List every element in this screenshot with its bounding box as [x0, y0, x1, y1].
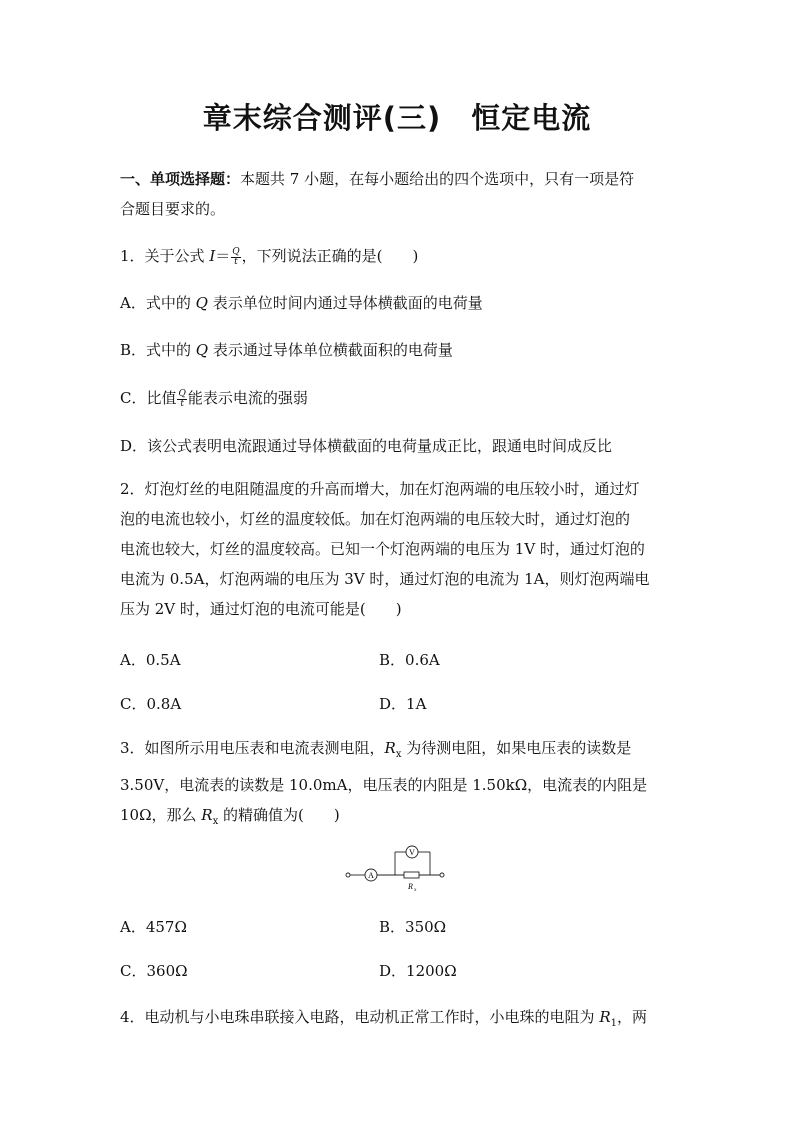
q3-line-2: 3.50V，电流表的读数是 10.0mA，电压表的内阻是 1.50kΩ，电流表的内阻是: [120, 776, 648, 794]
q1-option-b: [120, 335, 676, 365]
q1-formula-i: I: [209, 247, 216, 265]
q1-a-post: 表示单位时间内通过导体横截面的电荷量: [207, 294, 483, 312]
q1-a-pre: A．式中的: [120, 294, 196, 312]
q1-c-fraction: [177, 390, 186, 409]
q4-r: R: [599, 1008, 611, 1026]
q3-option-a: A．457Ω: [120, 918, 187, 936]
q3-l1-sub: x: [395, 749, 402, 760]
q3-l3-pre: 10Ω，那么: [120, 806, 202, 824]
q1-frac-den: t: [234, 256, 238, 267]
title-main: 章末综合测评(三): [202, 101, 442, 135]
q1-a-q: Q: [195, 294, 208, 312]
q1-b-pre: B．式中的: [120, 341, 196, 359]
q1-stem-pre: 1．关于公式: [120, 247, 210, 265]
q3-stem: [120, 733, 676, 837]
q1-stem-post: ，下列说法正确的是( ): [241, 247, 419, 265]
section-text-2: 合题目要求的。: [120, 200, 226, 218]
terminal-right: [440, 873, 444, 877]
q2-line-4: 电流为 0.5A，灯泡两端的电压为 3V 时，通过灯泡的电流为 1A，则灯泡两端电: [120, 570, 650, 588]
q3-l1-post: 为待测电阻，如果电压表的读数是: [401, 739, 632, 757]
q3-l3-post: 的精确值为( ): [218, 806, 340, 824]
q3-l3-sub: x: [212, 816, 219, 827]
voltmeter-label: V: [409, 848, 415, 857]
q1-option-a: [120, 288, 676, 318]
q3-l1-pre: 3．如图所示用电压表和电流表测电阻，: [120, 739, 385, 757]
title-sub: 恒定电流: [471, 101, 592, 135]
q1-b-q: Q: [195, 341, 209, 359]
q2-line-2: 泡的电流也较小，灯丝的温度较低。加在灯泡两端的电压较大时，通过灯泡的: [120, 510, 631, 528]
q3-option-d: D．1200Ω: [379, 962, 457, 980]
resistor-icon: [404, 872, 419, 878]
q3-option-b: B．350Ω: [379, 918, 447, 936]
q2-option-b: B．0.6A: [379, 651, 440, 669]
section-text-1: 本题共 7 小题，在每小题给出的四个选项中，只有一项是符: [240, 170, 635, 188]
q2-option-d: D．1A: [379, 695, 427, 713]
q2-line-3: 电流也较大，灯丝的温度较高。已知一个灯泡两端的电压为 1V 时，通过灯泡的: [120, 540, 645, 558]
q2-line-1: 2．灯泡灯丝的电阻随温度的升高而增大，加在灯泡两端的电压较小时，通过灯: [120, 480, 640, 498]
q1-formula-eq: ＝: [215, 247, 231, 265]
q4-post: ，两: [617, 1008, 648, 1026]
q4-stem: [120, 1002, 680, 1039]
q2-option-c: C．0.8A: [120, 695, 182, 713]
q1-c-pre: C．比值: [120, 389, 177, 407]
q1-c-post: 能表示电流的强弱: [187, 389, 308, 407]
q2-option-a: A．0.5A: [120, 651, 181, 669]
section-heading: [120, 164, 676, 224]
q1-c-den: t: [180, 398, 184, 409]
terminal-left: [346, 873, 350, 877]
q1-frac-num: Q: [232, 246, 240, 257]
q1-c-num: Q: [178, 388, 186, 399]
resistor-label: R: [408, 882, 413, 891]
q1-option-d: D．该公式表明电流跟通过导体横截面的电荷量成正比，跟通电时间成反比: [120, 437, 613, 455]
page-title: [0, 96, 794, 137]
ammeter-label: A: [368, 871, 374, 880]
circuit-diagram: [340, 838, 450, 894]
q4-sub: 1: [610, 1018, 617, 1029]
q1-stem: [120, 241, 676, 271]
q3-option-c: C．360Ω: [120, 962, 188, 980]
section-label: 一、单项选择题：: [120, 170, 241, 188]
q2-line-5: 压为 2V 时，通过灯泡的电流可能是( ): [120, 600, 402, 618]
q1-option-c: [120, 383, 676, 413]
resistor-label-sub: x: [414, 888, 417, 893]
q3-l1-r: R: [384, 739, 396, 757]
q3-l3-r: R: [201, 806, 213, 824]
q2-stem: [120, 474, 676, 624]
q4-pre: 4．电动机与小电珠串联接入电路，电动机正常工作时，小电珠的电阻为: [120, 1008, 600, 1026]
q1-fraction: [231, 248, 240, 267]
q1-b-post: 表示通过导体单位横截面积的电荷量: [208, 341, 453, 359]
